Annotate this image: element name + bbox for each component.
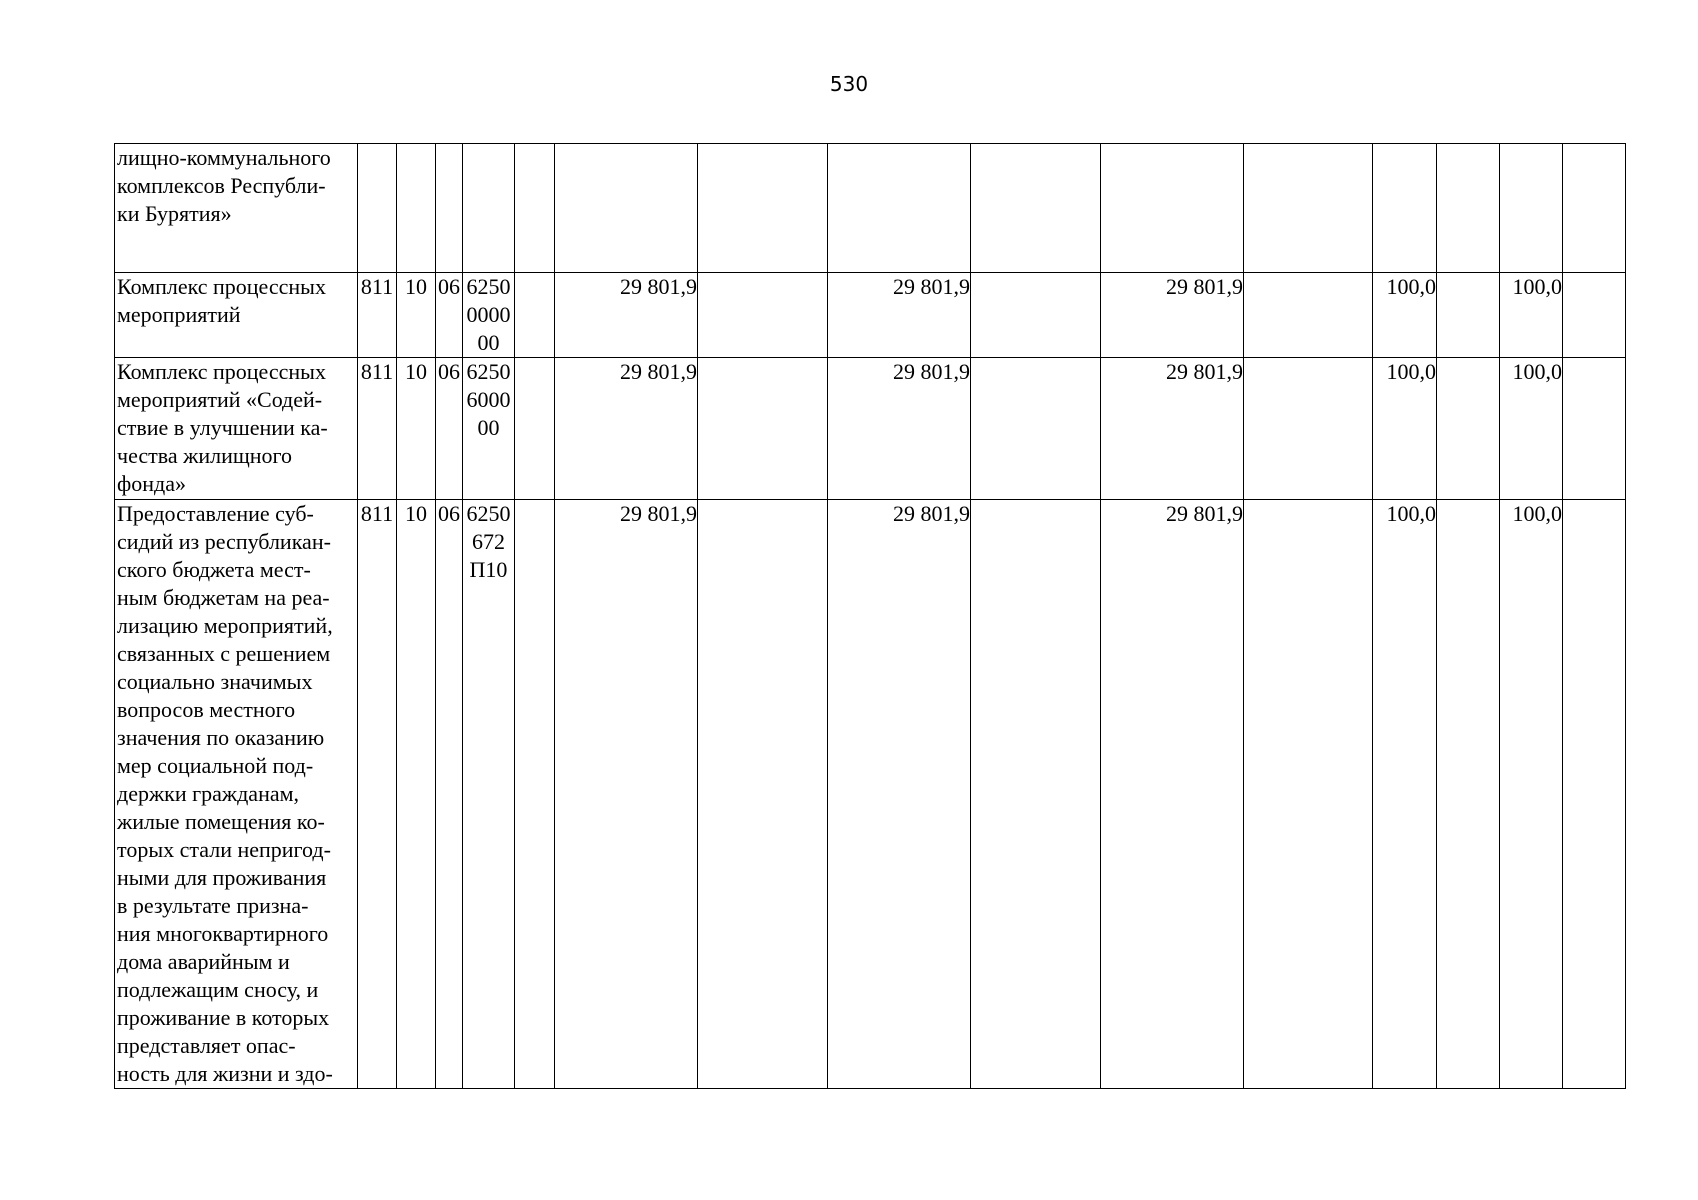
empty-cell (1244, 358, 1373, 500)
row-name-line: ствие в улучшении ка- (117, 415, 328, 440)
row-name-line: комплексов Республи- (117, 173, 326, 198)
pct-2-cell: 100,0 (1500, 273, 1563, 358)
empty-cell (1563, 273, 1626, 358)
rz-code-cell: 10 (397, 500, 436, 1089)
empty-cell (1437, 358, 1500, 500)
amount-3-cell: 29 801,9 (1101, 273, 1244, 358)
table-row (115, 273, 1626, 358)
row-name-line: держки гражданам, (117, 781, 300, 806)
budget-table (114, 143, 1626, 1089)
rz-code-cell (397, 144, 436, 273)
row-name-line: ность для жизни и здо- (117, 1061, 333, 1086)
empty-cell (971, 358, 1101, 500)
row-name-line: сидий из республикан- (117, 529, 331, 554)
row-name-line: фонда» (117, 471, 186, 496)
csr-code-cell (463, 358, 515, 500)
amount-2-cell: 29 801,9 (828, 273, 971, 358)
pct-1-cell: 100,0 (1373, 358, 1437, 500)
table-row (115, 358, 1626, 500)
pct-1-cell: 100,0 (1373, 273, 1437, 358)
empty-cell (698, 273, 828, 358)
row-name-line: дома аварийным и (117, 949, 290, 974)
amount-2-cell (828, 144, 971, 273)
pr-code-cell: 06 (436, 273, 463, 358)
row-name-line: торых стали непригод- (117, 837, 331, 862)
empty-cell (1563, 358, 1626, 500)
amount-2-cell: 29 801,9 (828, 500, 971, 1089)
row-name-line: ния многоквартирного (117, 921, 329, 946)
csr-code-part: 00 (477, 330, 500, 355)
empty-cell (1563, 144, 1626, 273)
row-name-cell (115, 273, 358, 358)
empty-cell (971, 273, 1101, 358)
amount-3-cell: 29 801,9 (1101, 500, 1244, 1089)
empty-cell (1437, 273, 1500, 358)
csr-code-part: 0000 (466, 302, 511, 327)
amount-1-cell: 29 801,9 (555, 273, 698, 358)
pct-2-cell: 100,0 (1500, 500, 1563, 1089)
vr-code-cell (515, 273, 555, 358)
empty-cell (1437, 144, 1500, 273)
csr-code-part: 6250 (466, 359, 511, 384)
vr-code-cell (515, 500, 555, 1089)
row-name-line: Предоставление суб- (117, 501, 314, 526)
row-name-line: проживание в которых (117, 1005, 330, 1030)
vr-code-cell (515, 144, 555, 273)
amount-3-cell: 29 801,9 (1101, 358, 1244, 500)
gr-code-cell: 811 (358, 273, 397, 358)
empty-cell (1437, 500, 1500, 1089)
row-name-cell (115, 500, 358, 1089)
table-body (115, 144, 1626, 1089)
row-name-line: мероприятий «Содей- (117, 387, 323, 412)
row-name-line: подлежащим сносу, и (117, 977, 319, 1002)
empty-cell (1244, 273, 1373, 358)
row-name-line: ского бюджета мест- (117, 557, 311, 582)
gr-code-cell: 811 (358, 500, 397, 1089)
row-name-line: вопросов местного (117, 697, 296, 722)
csr-code-part: П10 (469, 557, 508, 582)
gr-code-cell (358, 144, 397, 273)
pr-code-cell: 06 (436, 500, 463, 1089)
row-name-line: мероприятий (117, 302, 241, 327)
empty-cell (971, 500, 1101, 1089)
table-row (115, 144, 1626, 273)
rz-code-cell: 10 (397, 273, 436, 358)
row-name-line: социально значимых (117, 669, 313, 694)
csr-code-part: 00 (477, 415, 500, 440)
pr-code-cell: 06 (436, 358, 463, 500)
empty-cell (698, 358, 828, 500)
empty-cell (971, 144, 1101, 273)
row-name-line: лищно-коммунального (117, 145, 331, 170)
vr-code-cell (515, 358, 555, 500)
csr-code-part: 672 (472, 529, 505, 554)
gr-code-cell: 811 (358, 358, 397, 500)
row-name-line: Комплекс процессных (117, 359, 326, 384)
page-number: 530 (829, 72, 869, 96)
csr-code-part: 6000 (466, 387, 511, 412)
row-name-line: ным бюджетам на реа- (117, 585, 330, 610)
row-name-line: чества жилищного (117, 443, 293, 468)
empty-cell (698, 500, 828, 1089)
empty-cell (1244, 500, 1373, 1089)
amount-1-cell: 29 801,9 (555, 500, 698, 1089)
pct-1-cell: 100,0 (1373, 500, 1437, 1089)
row-name-cell (115, 358, 358, 500)
row-name-line: значения по оказанию (117, 725, 325, 750)
amount-1-cell: 29 801,9 (555, 358, 698, 500)
amount-1-cell (555, 144, 698, 273)
pr-code-cell (436, 144, 463, 273)
pct-2-cell (1500, 144, 1563, 273)
csr-code-cell (463, 144, 515, 273)
pct-1-cell (1373, 144, 1437, 273)
row-name-line: в результате призна- (117, 893, 309, 918)
row-name-cell (115, 144, 358, 273)
csr-code-part: 6250 (466, 274, 511, 299)
csr-code-cell (463, 500, 515, 1089)
row-name-line: жилые помещения ко- (117, 809, 325, 834)
row-name-line: ными для проживания (117, 865, 327, 890)
row-name-line: связанных с решением (117, 641, 331, 666)
empty-cell (698, 144, 828, 273)
pct-2-cell: 100,0 (1500, 358, 1563, 500)
table-row (115, 500, 1626, 1089)
row-name-line: мер социальной под- (117, 753, 314, 778)
row-name-line: представляет опас- (117, 1033, 296, 1058)
empty-cell (1563, 500, 1626, 1089)
csr-code-cell (463, 273, 515, 358)
amount-3-cell (1101, 144, 1244, 273)
empty-cell (1244, 144, 1373, 273)
row-name-line: лизацию мероприятий, (117, 613, 333, 638)
row-name-line: ки Бурятия» (117, 201, 232, 226)
csr-code-part: 6250 (466, 501, 511, 526)
amount-2-cell: 29 801,9 (828, 358, 971, 500)
rz-code-cell: 10 (397, 358, 436, 500)
row-name-line: Комплекс процессных (117, 274, 326, 299)
